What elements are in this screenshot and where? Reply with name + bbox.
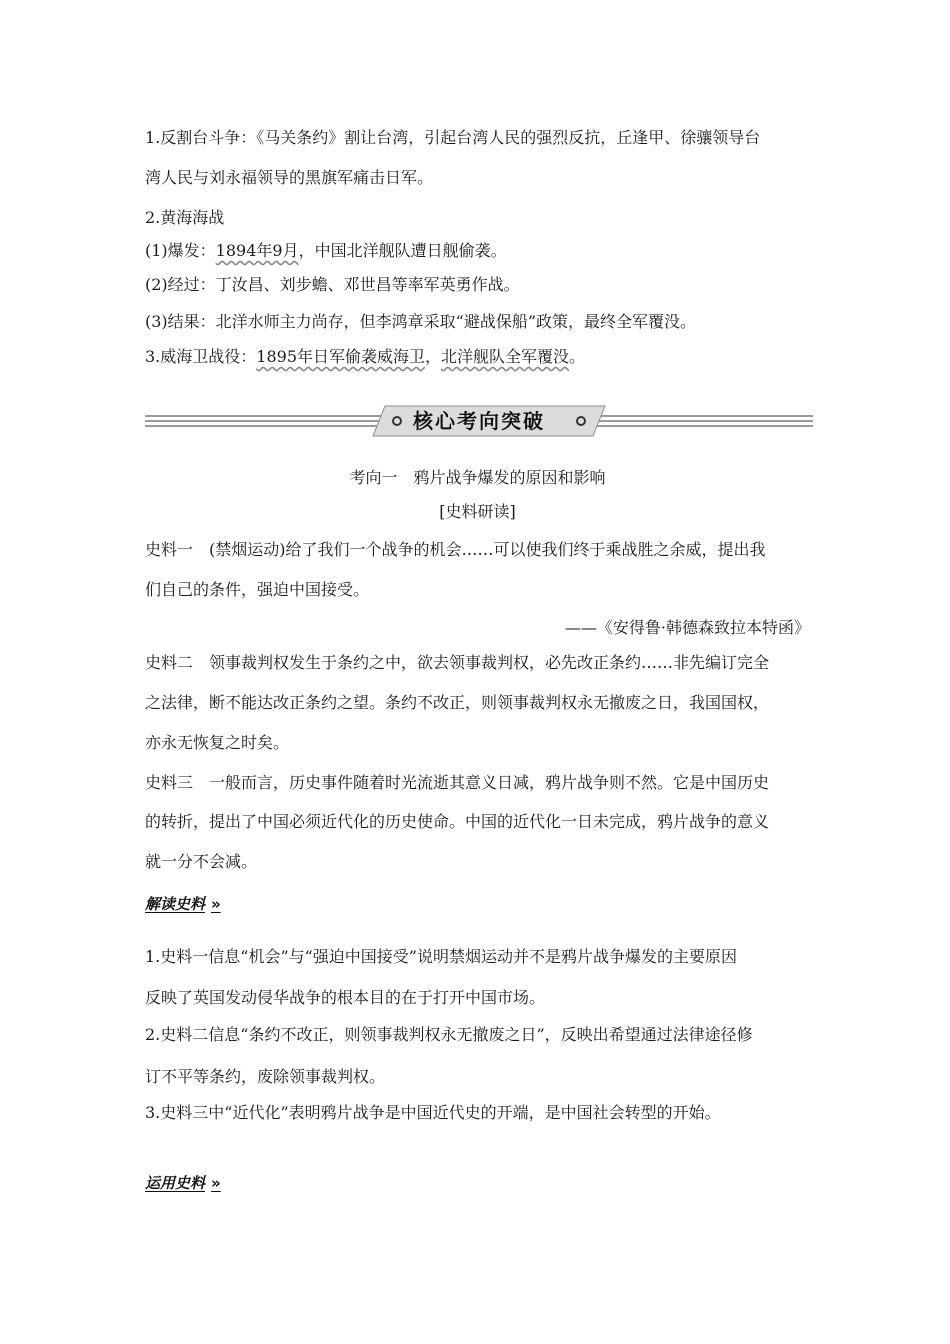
intro-item-3-mid: ， bbox=[425, 347, 442, 366]
intro-item-1-line-1: 1.反割台斗争：《马关条约》割让台湾，引起台湾人民的强烈反抗，丘逢甲、徐骧领导台 bbox=[145, 128, 761, 147]
intro-item-2-1-date: 1894年9月 bbox=[215, 241, 299, 260]
topic-heading: 考向一 鸦片战争爆发的原因和影响 bbox=[349, 468, 606, 487]
intro-item-2-1-prefix: (1)爆发： bbox=[145, 241, 216, 260]
interpret-item-2-line-2: 订不平等条约，废除领事裁判权。 bbox=[145, 1067, 386, 1086]
material-3-line-1: 史料三 一般而言，历史事件随着时光流逝其意义日减，鸦片战争则不然。它是中国历史 bbox=[145, 773, 770, 792]
material-1-line-2: 们自己的条件，强迫中国接受。 bbox=[145, 580, 370, 599]
intro-item-2-2: (2)经过：丁汝昌、刘步蟾、邓世昌等率军英勇作战。 bbox=[145, 275, 520, 294]
intro-item-2-1-suffix: ，中国北洋舰队遭日舰偷袭。 bbox=[298, 241, 507, 260]
intro-item-1-line-2: 湾人民与刘永福领导的黑旗军痛击日军。 bbox=[145, 168, 434, 187]
intro-item-3-fleet: 北洋舰队全军覆没 bbox=[441, 347, 570, 366]
topic-subheading: [史料研读] bbox=[439, 502, 516, 521]
intro-item-2: 2.黄海海战 bbox=[145, 208, 225, 227]
section-title: 核心考向突破 bbox=[413, 409, 545, 433]
interpret-item-1-line-2: 反映了英国发动侵华战争的根本目的在于打开中国市场。 bbox=[145, 988, 546, 1007]
section-header bbox=[145, 404, 813, 438]
apply-label-text: 运用史料 bbox=[145, 1174, 206, 1192]
chevron-right-icon: » bbox=[211, 1174, 221, 1192]
material-3-line-3: 就一分不会减。 bbox=[145, 852, 258, 871]
interpret-item-3: 3.史料三中“近代化”表明鸦片战争是中国近代史的开端，是中国社会转型的开始。 bbox=[145, 1103, 721, 1122]
interpret-label bbox=[145, 893, 221, 914]
intro-item-3-date: 1895年日军偷袭威海卫 bbox=[256, 347, 426, 366]
interpret-item-2-line-1: 2.史料二信息“条约不改正，则领事裁判权永无撤废之日”，反映出希望通过法律途径修 bbox=[145, 1025, 753, 1044]
material-2-line-3: 亦永无恢复之时矣。 bbox=[145, 733, 290, 752]
material-2-line-2: 之法律，断不能达改正条约之望。条约不改正，则领事裁判权永无撤废之日，我国国权， bbox=[145, 693, 770, 712]
material-1-line-1: 史料一 (禁烟运动)给了我们一个战争的机会……可以使我们终于乘战胜之余威，提出我 bbox=[145, 540, 766, 559]
intro-item-2-3: (3)结果：北洋水师主力尚存，但李鸿章采取“避战保船”政策，最终全军覆没。 bbox=[145, 312, 697, 331]
material-2-line-1: 史料二 领事裁判权发生于条约之中，欲去领事裁判权，必先改正条约……非先编订完全 bbox=[145, 653, 770, 672]
chevron-right-icon: » bbox=[211, 895, 221, 913]
material-3-line-2: 的转折，提出了中国必须近代化的历史使命。中国的近代化一日未完成，鸦片战争的意义 bbox=[145, 812, 770, 831]
apply-label bbox=[145, 1172, 221, 1193]
interpret-item-1-line-1: 1.史料一信息“机会”与“强迫中国接受”说明禁烟运动并不是鸦片战争爆发的主要原因 bbox=[145, 947, 737, 966]
interpret-label-text: 解读史料 bbox=[145, 895, 206, 913]
intro-item-3-prefix: 3.威海卫战役： bbox=[145, 347, 257, 366]
intro-item-3 bbox=[145, 337, 810, 377]
material-1-source: ——《安得鲁·韩德森致拉本特函》 bbox=[564, 618, 810, 637]
intro-item-3-suffix: 。 bbox=[569, 347, 586, 366]
